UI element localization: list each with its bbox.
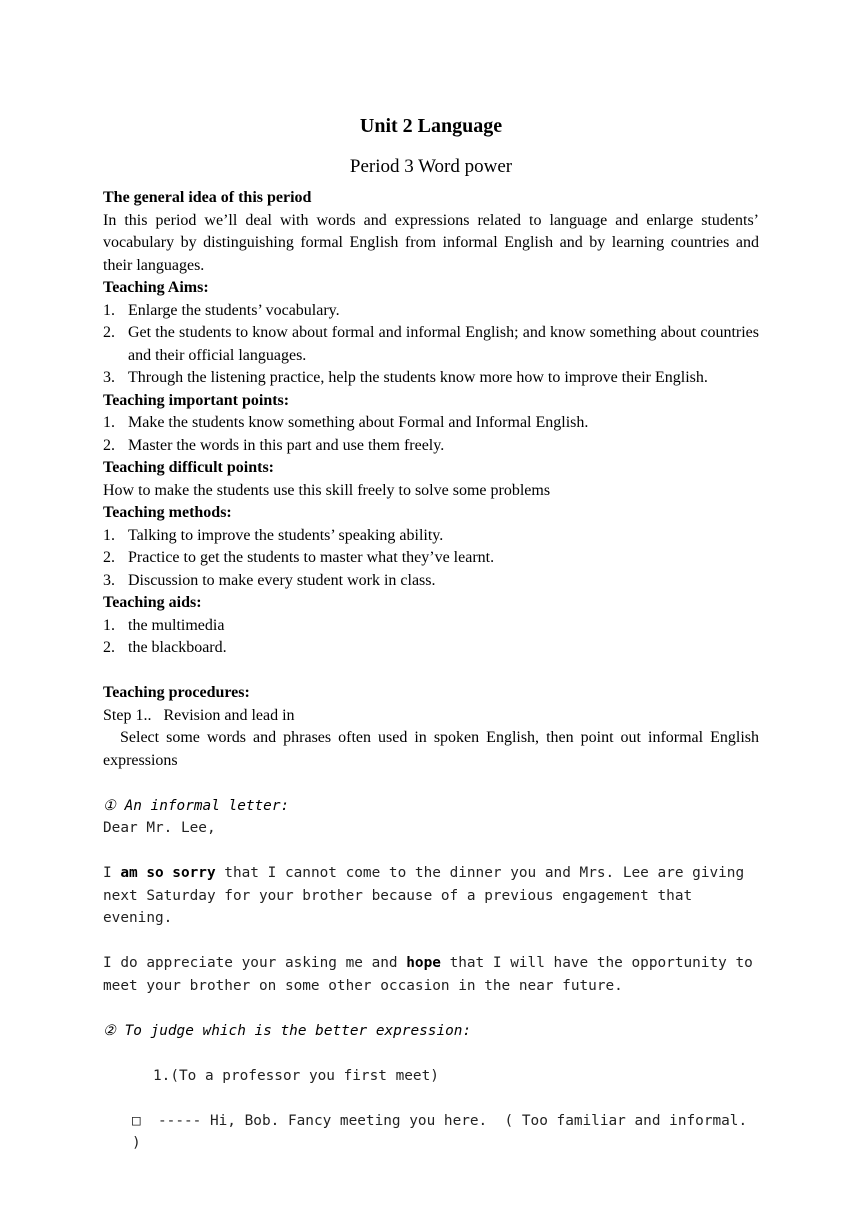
document-page (103, 113, 762, 1155)
list-item: 1. Talking to improve the students’ speaking ability. (103, 526, 444, 544)
letter-heading: ① An informal letter: (103, 797, 290, 814)
page-subtitle: Period 3 Word power (349, 156, 513, 177)
list-item: 1. Make the students know something about Formal and Informal English. (103, 414, 589, 431)
page-title: Unit 2 Language (359, 115, 503, 137)
spacer (103, 660, 759, 683)
spacer (103, 1087, 759, 1110)
list-item: 3. Through the listening practice, help the students know more how to improve their English. (103, 369, 708, 386)
judge-heading: ② To judge which is the better expression: (103, 1022, 472, 1039)
procedures-heading: Teaching procedures: (103, 684, 250, 701)
letter-salutation: Dear Mr. Lee, (103, 820, 216, 836)
spacer (103, 772, 759, 795)
important-heading: Teaching important points: (103, 391, 290, 409)
difficult-text: How to make the students use this skill freely to solve some problems (103, 481, 551, 499)
list-item: 3. Discussion to make every student work in class. (103, 571, 436, 589)
general-heading: The general idea of this period (103, 189, 312, 206)
difficult-heading: Teaching difficult points: (103, 459, 274, 476)
step1-title: Step 1.. Revision and lead in (103, 706, 295, 724)
step1-text: Select some words and phrases often used in spoken English, then point out informal English expressions (103, 729, 759, 769)
letter-paragraph-1: I am so sorry that I cannot come to the dinner you and Mrs. Lee are giving next Saturday for your brother because of a previous engagement that evening. (103, 865, 753, 926)
aims-heading: Teaching Aims: (103, 279, 209, 296)
general-text: In this period we’ll deal with words and expressions related to language and enlarge students’ vocabulary by distinguishing formal English from informal English and by learning countries and their languages. (103, 211, 759, 274)
list-item: 2. the blackboard. (103, 639, 227, 656)
list-item: 2. Get the students to know about formal and informal English; and know something about countries and their official languages. (103, 324, 759, 364)
list-item: 1. Enlarge the students’ vocabulary. (103, 301, 340, 319)
spacer (103, 1042, 759, 1065)
judge-item-1: 1.(To a professor you first meet) (153, 1067, 439, 1084)
list-item: 1. the multimedia (103, 616, 225, 634)
spacer (103, 840, 759, 863)
spacer (103, 997, 759, 1020)
letter-paragraph-2: I do appreciate your asking me and hope that I will have the opportunity to meet your brother on some other occasion in the near future. (103, 955, 762, 994)
spacer (103, 930, 759, 953)
judge-option-1: □ ----- Hi, Bob. Fancy meeting you here. ( Too familiar and informal. ) (132, 1112, 756, 1151)
list-item: 2. Master the words in this part and use them freely. (103, 436, 445, 454)
list-item: 2. Practice to get the students to master what they’ve learnt. (103, 549, 495, 566)
methods-heading: Teaching methods: (103, 504, 232, 521)
aids-heading: Teaching aids: (103, 594, 202, 611)
